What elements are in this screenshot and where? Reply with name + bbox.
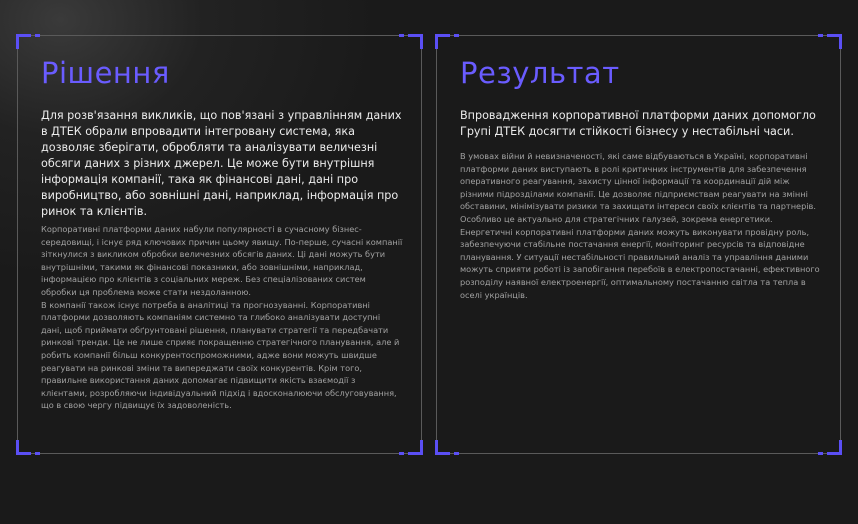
frame-tick	[35, 452, 40, 455]
solution-paragraph: В компанії також існує потреба в аналітиці та прогнозуванні. Корпоративні платформи дозволяють компаніям системно та глибоко аналізувати доступні дані, щоб приймати обґрунтовані рішення, планувати стратегії та передбачати ринкові тренди. Це не лише сприяє покращенню стратегічного планування, але й робить компанії більш конкурентоспроможними, адже вони можуть швидше реагувати на ринкові зміни та випереджати своїх конкурентів. Крім того, правильне використання даних допомагає підвищити якість взаємодії з клієнтами, розробляючи індивідуальний підхід і вдосконалюючи обслуговування, що в свою чергу підвищує їх задоволеність.	[41, 299, 400, 411]
frame-corner-top-left	[435, 34, 450, 49]
frame-tick	[35, 34, 40, 37]
frame-tick	[399, 34, 404, 37]
frame-tick	[454, 452, 459, 455]
solution-card	[17, 35, 422, 454]
result-body	[460, 150, 822, 301]
solution-body	[41, 223, 403, 412]
frame-corner-top-right	[827, 34, 842, 49]
solution-lead: Для розв'язання викликів, що пов'язані з управлінням даних в ДТЕК обрали впровадити інтегровану система, яка дозволяє зберігати, обробляти та аналізувати величезні обсяги даних з різних джерел. Це може бути внутрішня інформація компанії, така як фінансові дані, дані про виробництво, або зовнішні дані, наприклад, інформація про ринок та клієнтів.	[41, 109, 402, 218]
solution-paragraph: Корпоративні платформи даних набули популярності в сучасному бізнес-середовищі, і існує ряд ключових причин цьому явищу. По-перше, сучасні компанії зіткнулися з викликом обробки величезних обсягів даних. Ці дані можуть бути внутрішніми, такими як фінансові показники, або зовнішніми, наприклад, інформацією про клієнтів з соціальних мереж. Без спеціалізованих систем обробки ця проблема може стати нездоланною.	[41, 224, 403, 297]
frame-tick	[399, 452, 404, 455]
frame-corner-bottom-right	[827, 440, 842, 455]
result-paragraph: В умовах війни й невизначеності, які саме відбуваються в Україні, корпоративні платформи даних виступають в ролі критичних інструментів для забезпечення оперативного реагування, захисту цінної інформації та координації дій між різними підрозділами компанії. Це дозволяє підприємствам реагувати на змінні обставини, мінімізувати ризики та захищати інтереси своїх клієнтів та партнерів. Особливо це актуально для стратегічних галузей, зокрема енергетики. Енергетичні корпоративні платформи даних можуть виконувати провідну роль, забезпечуючи стабільне постачання енергії, моніторинг ресурсів та відповідне планування. У ситуації нестабільності правильний аналіз та управління даними можуть сприяти роботі із запобігання перебоїв в електропостачанні, ефективного розподілу наявної електроенергії, оптимальному постачанню світла та тепла в оселі українців.	[460, 151, 820, 300]
result-lead: Впровадження корпоративної платформи даних допомогло Групі ДТЕК досягти стійкості бізнесу у нестабільні часи.	[460, 109, 816, 138]
solution-title: Рішення	[41, 56, 170, 90]
frame-tick	[818, 34, 823, 37]
frame-corner-top-left	[16, 34, 31, 49]
frame-corner-bottom-left	[16, 440, 31, 455]
frame-tick	[454, 34, 459, 37]
result-title: Результат	[460, 56, 620, 90]
result-card	[436, 35, 841, 454]
frame-corner-bottom-right	[408, 440, 423, 455]
frame-corner-top-right	[408, 34, 423, 49]
frame-corner-bottom-left	[435, 440, 450, 455]
frame-tick	[818, 452, 823, 455]
